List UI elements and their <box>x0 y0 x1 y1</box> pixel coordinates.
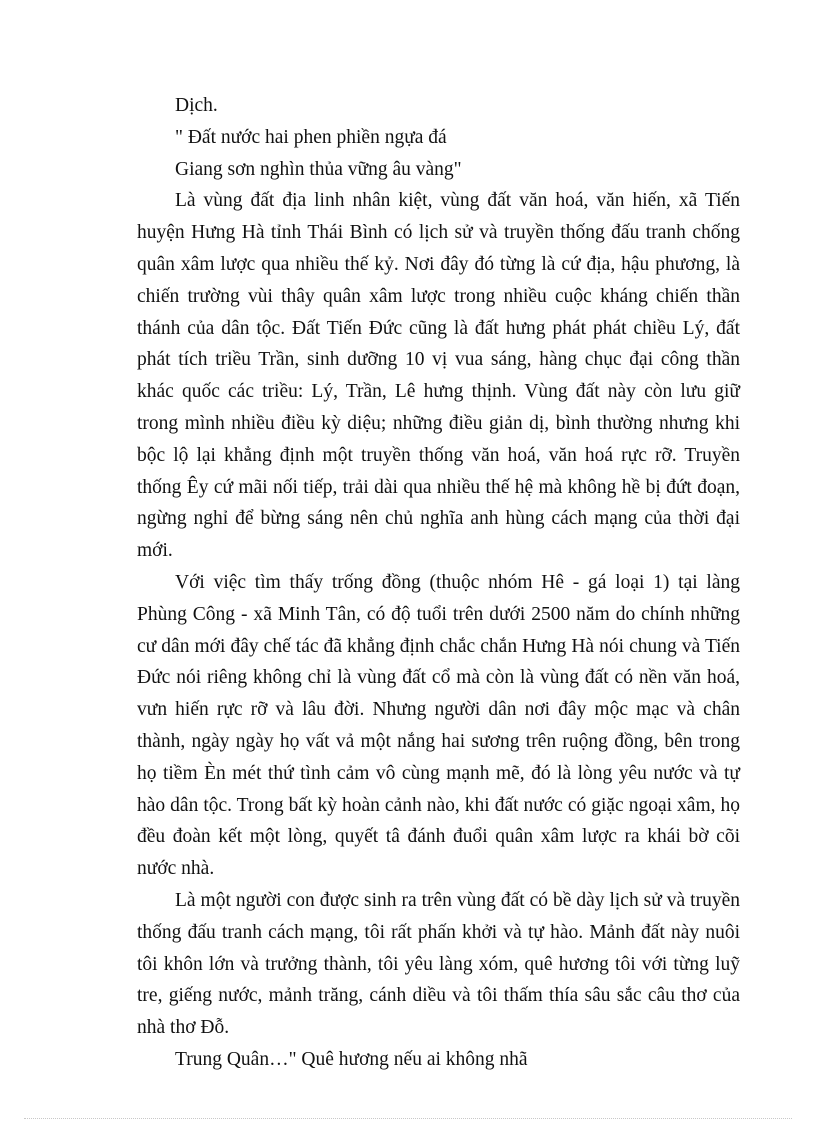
text-line-trung-quan: Trung Quân…" Quê hương nếu ai không nhã <box>175 1048 528 1070</box>
poem-line-1: " Đất nước hai phen phiền ngựa đá <box>175 126 447 148</box>
poem-line-2: Giang sơn nghìn thủa vững âu vàng" <box>175 158 462 180</box>
paragraph-2: Với việc tìm thấy trống đồng (thuộc nhóm Hê - gá loại 1) tại làng Phùng Công - xã Minh Tân, có độ tuổi trên dưới 2500 năm do chính những cư dân mới đây chế tác đã khẳng định chắc chắn Hưng Hà nói chung và Tiến Đức nói riêng không chỉ là vùng đất cổ mà còn là vùng đất có nền văn hoá, vưn hiến rực rỡ và lâu đời. Nhưng người dân nơi đây mộc mạc và chân thành, ngày ngày họ vất vả một nắng hai sương trên ruộng đồng, bên trong họ tiềm Èn mét thứ tình cảm vô cùng mạnh mẽ, đó là lòng yêu nước và tự hào dân tộc. Trong bất kỳ hoàn cảnh nào, khi đất nước có giặc ngoại xâm, họ đều đoàn kết một lòng, quyết tâ đánh đuổi quân xâm lược ra khái bờ cõi nước nhà. <box>137 571 740 880</box>
paragraph-1: Là vùng đất địa linh nhân kiệt, vùng đất văn hoá, văn hiến, xã Tiến huyện Hưng Hà tỉnh Thái Bình có lịch sử và truyền thống đấu tranh chống quân xâm lược qua nhiều thế kỷ. Nơi đây đó từng là cứ địa, hậu phương, là chiến trường vùi thây quân xâm lược trong nhiều cuộc kháng chiến thần thánh của dân tộc. Đất Tiến Đức cũng là đất hưng phát phát chiều Lý, đất phát tích triều Trần, sinh dưỡng 10 vị vua sáng, hàng chục đại công thần khác quốc các triều: Lý, Trần, Lê hưng thịnh. Vùng đất này còn lưu giữ trong mình nhiều điều kỳ diệu; những điều giản dị, bình thường nhưng khi bộc lộ lại khẳng định một truyền thống văn hoá, văn hoá rực rỡ. Truyền thống Êy cứ mãi nối tiếp, trải dài qua nhiều thế hệ mà không hề bị đứt đoạn, ngừng nghỉ để bừng sáng nên chủ nghĩa anh hùng cách mạng của thời đại mới. <box>137 190 740 562</box>
document-body <box>137 90 740 1076</box>
text-line-dich: Dịch. <box>175 95 218 116</box>
paragraph-3: Là một người con được sinh ra trên vùng đất có bề dày lịch sử và truyền thống đấu tranh cách mạng, tôi rất phấn khởi và tự hào. Mảnh đất này nuôi tôi khôn lớn và trưởng thành, tôi yêu làng xóm, quê hương tôi với từng luỹ tre, giếng nước, mảnh trăng, cánh diều và tôi thấm thía sâu sắc câu thơ của nhà thơ Đỗ. <box>137 889 740 1039</box>
page-footer-rule <box>24 1118 792 1119</box>
